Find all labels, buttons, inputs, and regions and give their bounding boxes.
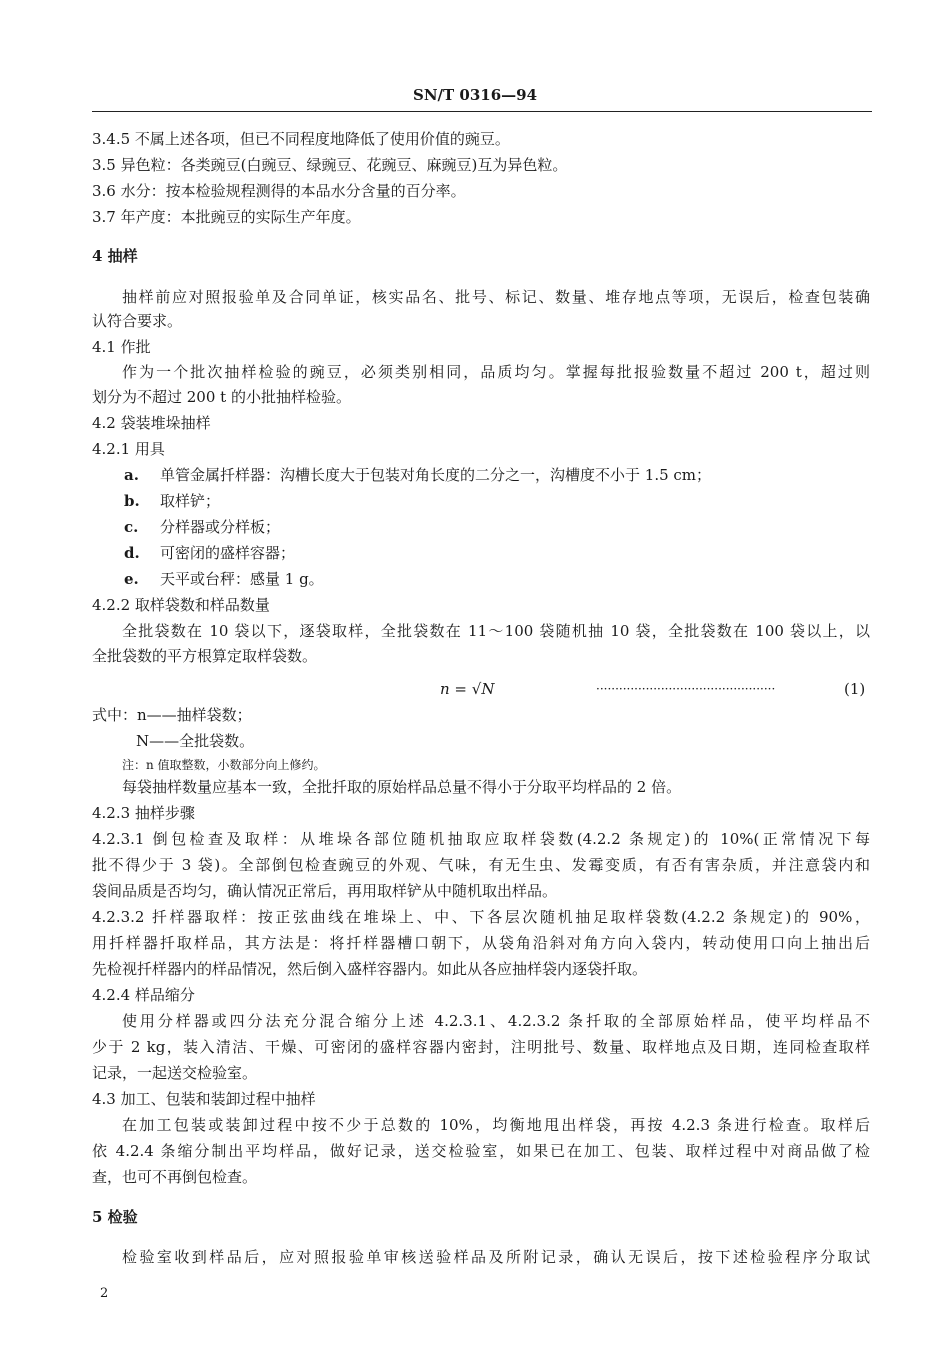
clause-4-1-line2: 划分为不超过 200 t 的小批抽样检验。 xyxy=(92,388,351,406)
section-5-line1: 检验室收到样品后，应对照报验单审核送验样品及所附记录，确认无误后，按下述检验程序分取试 xyxy=(122,1248,870,1266)
list-item-a-text: 单管金属扦样器：沟槽长度大于包装对角长度的二分之一，沟槽度不小于 1.5 cm； xyxy=(160,466,712,484)
list-item-b-key: b. xyxy=(124,492,140,510)
header-rule xyxy=(92,111,872,112)
section-4-heading: 4 抽样 xyxy=(92,247,138,265)
formula-1: n = √N xyxy=(440,680,495,698)
list-item-d-text: 可密闭的盛样容器； xyxy=(160,544,296,562)
clause-4-3-heading: 4.3 加工、包装和装卸过程中抽样 xyxy=(92,1090,316,1108)
list-item-a-key: a. xyxy=(124,466,139,484)
list-item-c-key: c. xyxy=(124,518,139,536)
list-item-d-key: d. xyxy=(124,544,140,562)
clause-4-3-line1: 在加工包装或装卸过程中按不少于总数的 10%，均衡地甩出样袋，再按 4.2.3 条进行检查。取样后 xyxy=(122,1116,870,1134)
clause-4-2-3-heading: 4.2.3 抽样步骤 xyxy=(92,804,195,822)
formula-where-n: 式中：n——抽样袋数； xyxy=(92,706,252,724)
clause-3-4-5: 3.4.5 不属上述各项，但已不同程度地降低了使用价值的豌豆。 xyxy=(92,130,510,148)
section-4-para-line2: 认符合要求。 xyxy=(92,312,183,330)
clause-4-2-2-line2: 全批袋数的平方根算定取样袋数。 xyxy=(92,647,318,665)
formula-number: (1) xyxy=(844,680,866,698)
formula-where-N: N——全批袋数。 xyxy=(136,732,255,750)
clause-4-1-line1: 作为一个批次抽样检验的豌豆，必须类别相同，品质均匀。掌握每批报验数量不超过 200 t，超过则 xyxy=(122,363,870,381)
clause-4-2-4-line3: 记录，一起送交检验室。 xyxy=(92,1064,258,1082)
list-item-b-text: 取样铲； xyxy=(160,492,221,510)
clause-4-2-3-2-line2: 用扦样器扦取样品，其方法是：将扦样器槽口朝下，从袋角沿斜对角方向入袋内，转动使用口向上抽出后 xyxy=(92,934,870,952)
section-5-heading: 5 检验 xyxy=(92,1208,138,1226)
clause-4-2-4-heading: 4.2.4 样品缩分 xyxy=(92,986,195,1004)
clause-4-3-line2: 依 4.2.4 条缩分制出平均样品，做好记录，送交检验室，如果已在加工、包装、取样过程中对商品做了检 xyxy=(92,1142,870,1160)
list-item-e-key: e. xyxy=(124,570,139,588)
document-header: SN/T 0316—94 xyxy=(412,86,538,104)
list-item-e-text: 天平或台秤：感量 1 g。 xyxy=(160,570,324,588)
clause-4-2-4-line1: 使用分样器或四分法充分混合缩分上述 4.2.3.1、4.2.3.2 条扦取的全部原始样品，使平均样品不 xyxy=(122,1012,870,1030)
clause-4-2-2-line3: 每袋抽样数量应基本一致，全批扦取的原始样品总量不得小于分取平均样品的 2 倍。 xyxy=(122,778,682,796)
clause-4-2-2-line1: 全批袋数在 10 袋以下，逐袋取样，全批袋数在 11～100 袋随机抽 10 袋，全批袋数在 100 袋以上，以 xyxy=(122,622,870,640)
clause-4-3-line3: 查，也可不再倒包检查。 xyxy=(92,1168,258,1186)
clause-4-2-1-heading: 4.2.1 用具 xyxy=(92,440,165,458)
clause-3-5: 3.5 异色粒：各类豌豆(白豌豆、绿豌豆、花豌豆、麻豌豆)互为异色粒。 xyxy=(92,156,568,174)
clause-4-1-heading: 4.1 作批 xyxy=(92,338,151,356)
clause-4-2-3-2-line3: 先检视扦样器内的样品情况，然后倒入盛样容器内。如此从各应抽样袋内逐袋扦取。 xyxy=(92,960,648,978)
clause-4-2-heading: 4.2 袋装堆垛抽样 xyxy=(92,414,211,432)
clause-4-2-3-1-line2: 批不得少于 3 袋)。全部倒包检查豌豆的外观、气味，有无生虫、发霉变质，有否有害杂质，并注意袋内和 xyxy=(92,856,870,874)
clause-4-2-3-2-line1: 4.2.3.2 扦样器取样：按正弦曲线在堆垛上、中、下各层次随机抽足取样袋数(4.2.2 条规定)的 90%， xyxy=(92,908,870,926)
clause-4-2-3-1-line1: 4.2.3.1 倒包检查及取样：从堆垛各部位随机抽取应取样袋数(4.2.2 条规定)的 10%(正常情况下每 xyxy=(92,830,870,848)
formula-note: 注：n 值取整数，小数部分向上修约。 xyxy=(122,758,326,772)
clause-3-6: 3.6 水分：按本检验规程测得的本品水分含量的百分率。 xyxy=(92,182,466,200)
clause-3-7: 3.7 年产度：本批豌豆的实际生产年度。 xyxy=(92,208,361,226)
section-4-para-line1: 抽样前应对照报验单及合同单证，核实品名、批号、标记、数量、堆存地点等项，无误后，检查包装确 xyxy=(122,288,870,306)
clause-4-2-4-line2: 少于 2 kg，装入清洁、干燥、可密闭的盛样容器内密封，注明批号、数量、取样地点及日期，连同检查取样 xyxy=(92,1038,870,1056)
clause-4-2-2-heading: 4.2.2 取样袋数和样品数量 xyxy=(92,596,270,614)
formula-leader-dots: ··············································· xyxy=(596,682,776,696)
clause-4-2-3-1-line3: 袋间品质是否均匀，确认情况正常后，再用取样铲从中随机取出样品。 xyxy=(92,882,558,900)
list-item-c-text: 分样器或分样板； xyxy=(160,518,281,536)
page-number: 2 xyxy=(100,1286,109,1301)
